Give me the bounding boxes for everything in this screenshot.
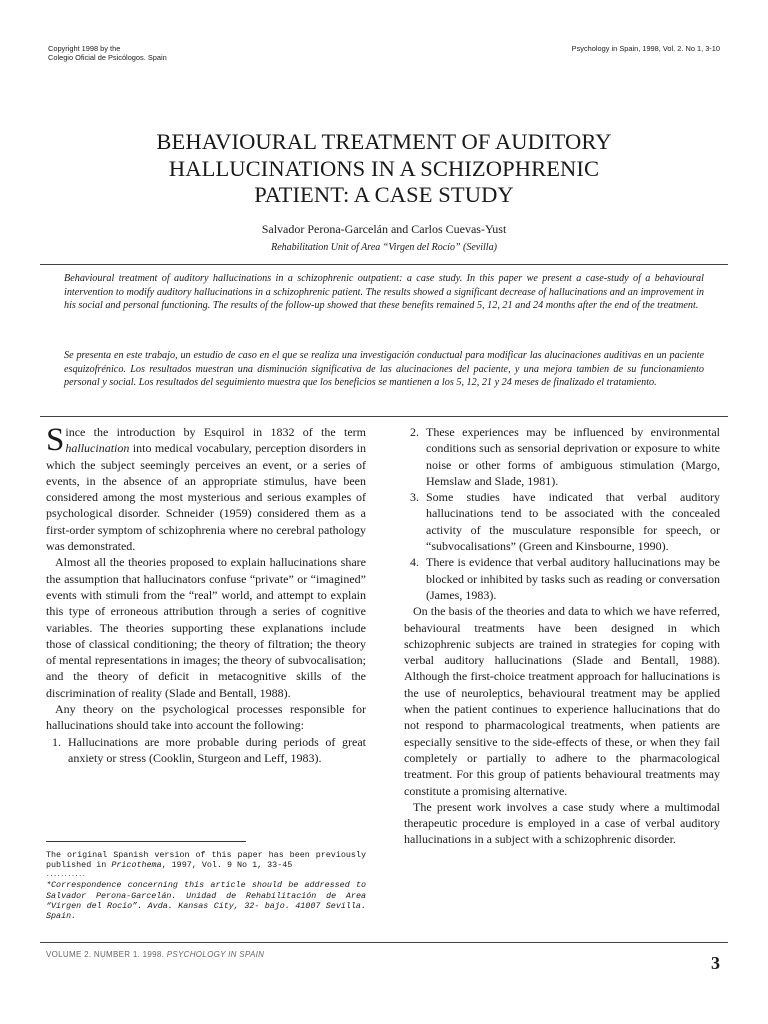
footnote-correspondence: *Correspondence concerning this article should be addressed to Salvador Perona-Garcelán. Unidad de Rehabilitación de Area “Virgen del Rocío”. Avda. Kansas City, 32- bajo. 41007 Sevilla. Spain. — [46, 880, 366, 922]
footnote-separator: ........... — [46, 871, 86, 879]
footnote-journal-name: Pricothema — [111, 860, 162, 871]
article-title — [60, 129, 708, 209]
copyright-line-2: Colegio Oficial de Psicólogos. Spain — [48, 53, 167, 62]
list-item: 1. Hallucinations are more probable during periods of great anxiety or stress (Cooklin, Sturgeon and Leff, 1983). — [52, 734, 366, 765]
footer-volume-info — [46, 950, 264, 959]
copyright-notice — [48, 44, 167, 62]
footer-rule — [40, 942, 728, 943]
drop-cap: S — [46, 422, 65, 458]
footnote-original-version: The original Spanish version of this paper has been previously published in Pricothema, 1997, Vol. 9 No 1, 33-45 — [46, 850, 366, 871]
journal-citation — [572, 44, 720, 53]
page-number: 3 — [711, 953, 720, 973]
numbered-list-start — [46, 734, 366, 767]
body-paragraph-5: The present work involves a case study where a multimodal therapeutic procedure is employed in a case of verbal auditory hallucinations in a subject with a schizophrenic disorder. — [404, 799, 720, 847]
footer-journal: PSYCHOLOGY IN SPAIN — [166, 950, 265, 959]
copyright-line-1: Copyright 1998 by the — [48, 44, 121, 53]
title-line-1: BEHAVIOURAL TREATMENT OF AUDITORY — [156, 129, 612, 154]
numbered-list-continued — [404, 424, 720, 603]
body-paragraph-1: Since the introduction by Esquirol in 1832 of the term hallucination into medical vocabulary, perception disorders in which the subject seemingly perceives an event, or a series of events, in the absence of an appropriate stimulus, have been considered among the most mysterious and serious examples of psychological disorder. Schneider (1959) considered them as a first-order symptom of schizophrenia where no cerebral pathology was demonstrated. — [46, 422, 366, 554]
list-item: 2. These experiences may be influenced by environmental conditions such as sensorial deprivation or exposure to white noise or other forms of ambiguous stimulation (Margo, Hemslaw and Slade, 1981). — [410, 425, 720, 488]
abstract-top-rule — [40, 264, 728, 265]
footer-volume: VOLUME 2. NUMBER 1. 1998. — [46, 950, 165, 959]
list-item: 4. There is evidence that verbal auditory hallucinations may be blocked or inhibited by tasks such as reading or conversation (James, 1983). — [410, 555, 720, 602]
title-line-3: PATIENT: A CASE STUDY — [254, 182, 514, 207]
title-line-2: HALLUCINATIONS IN A SCHIZOPHRENIC — [168, 155, 600, 181]
body-paragraph-3: Any theory on the psychological processes responsible for hallucinations should take into account the following: — [46, 702, 366, 733]
abstract-bottom-rule — [40, 416, 728, 417]
footnotes — [46, 850, 366, 921]
article-authors: Salvador Perona-Garcelán and Carlos Cuevas-Yust — [261, 222, 507, 236]
abstract-spanish: Se presenta en este trabajo, un estudio de caso en el que se realiza una investigación conductual para modificar las alucinaciones auditivas en un paciente esquizofrénico. Los resultados muestran una disminución significativa de las alucinaciones del paciente, y una mejora tambien de su funcionamiento personal y social. Los resultados del seguimiento muestra que los beneficios se mantienen a los 5, 12, 21 y 24 meses de finalizado el tratamiento. — [64, 350, 704, 388]
list-item: 3. Some studies have indicated that verbal auditory hallucinations tend to be associated with the concealed activity of the musculature responsible for speech, or “subvocalisations” (Green and Kinsbourne, 1990). — [410, 490, 720, 554]
body-column-left — [46, 424, 366, 766]
body-column-right — [404, 424, 720, 848]
author-affiliation: Rehabilitation Unit of Area “Virgen del Rocío” (Sevilla) — [271, 242, 497, 253]
body-paragraph-2: Almost all the theories proposed to explain hallucinations share the assumption that hallucinators confuse “private” or “imagined” events with stimuli from the “real” world, and attempt to explain this type of erroneous attribution through a series of cognitive variables. The theories supporting these explanations include those of classical conditioning; the theory of filtration; the theory of mental representations in images; the theory of subvocalisation; and the theory of deficit in metacognitive skills of the discrimination of reality (Slade and Bentall, 1988). — [46, 555, 366, 700]
abstract-english: Behavioural treatment of auditory hallucinations in a schizophrenic outpatient: a case study. In this paper we present a case-study of a behavioural intervention to modify auditory hallucinations in a schizophrenic patient. The results showed a significant decrease of hallucinations and an improvement in his social and personal functioning. The results of the follow-up showed that these benefits remained 5, 12, 21 and 24 months after the end of the treatment. — [64, 273, 704, 311]
citation-text: Psychology in Spain, 1998, Vol. 2. No 1, 3-10 — [571, 44, 720, 53]
body-paragraph-4: On the basis of the theories and data to which we have referred, behavioural treatments have been designed in which schizophrenic subjects are trained in strategies for coping with verbal auditory hallucinations (Slade and Bentall, 1988). Although the first-choice treatment approach for hallucinations is the use of neuroleptics, behavioural treatment may be applied when the patient continues to experience hallucinations that do not respond to pharmacological treatments, when patients are especially sensitive to the side-effects of these, or when they fail completely or partially to adhere to the pharmacological treatment. For this group of patients behavioural treatments may constitute a promising alternative. — [404, 604, 720, 798]
footnote-rule — [46, 841, 246, 842]
term-hallucination: hallucination — [65, 441, 130, 456]
